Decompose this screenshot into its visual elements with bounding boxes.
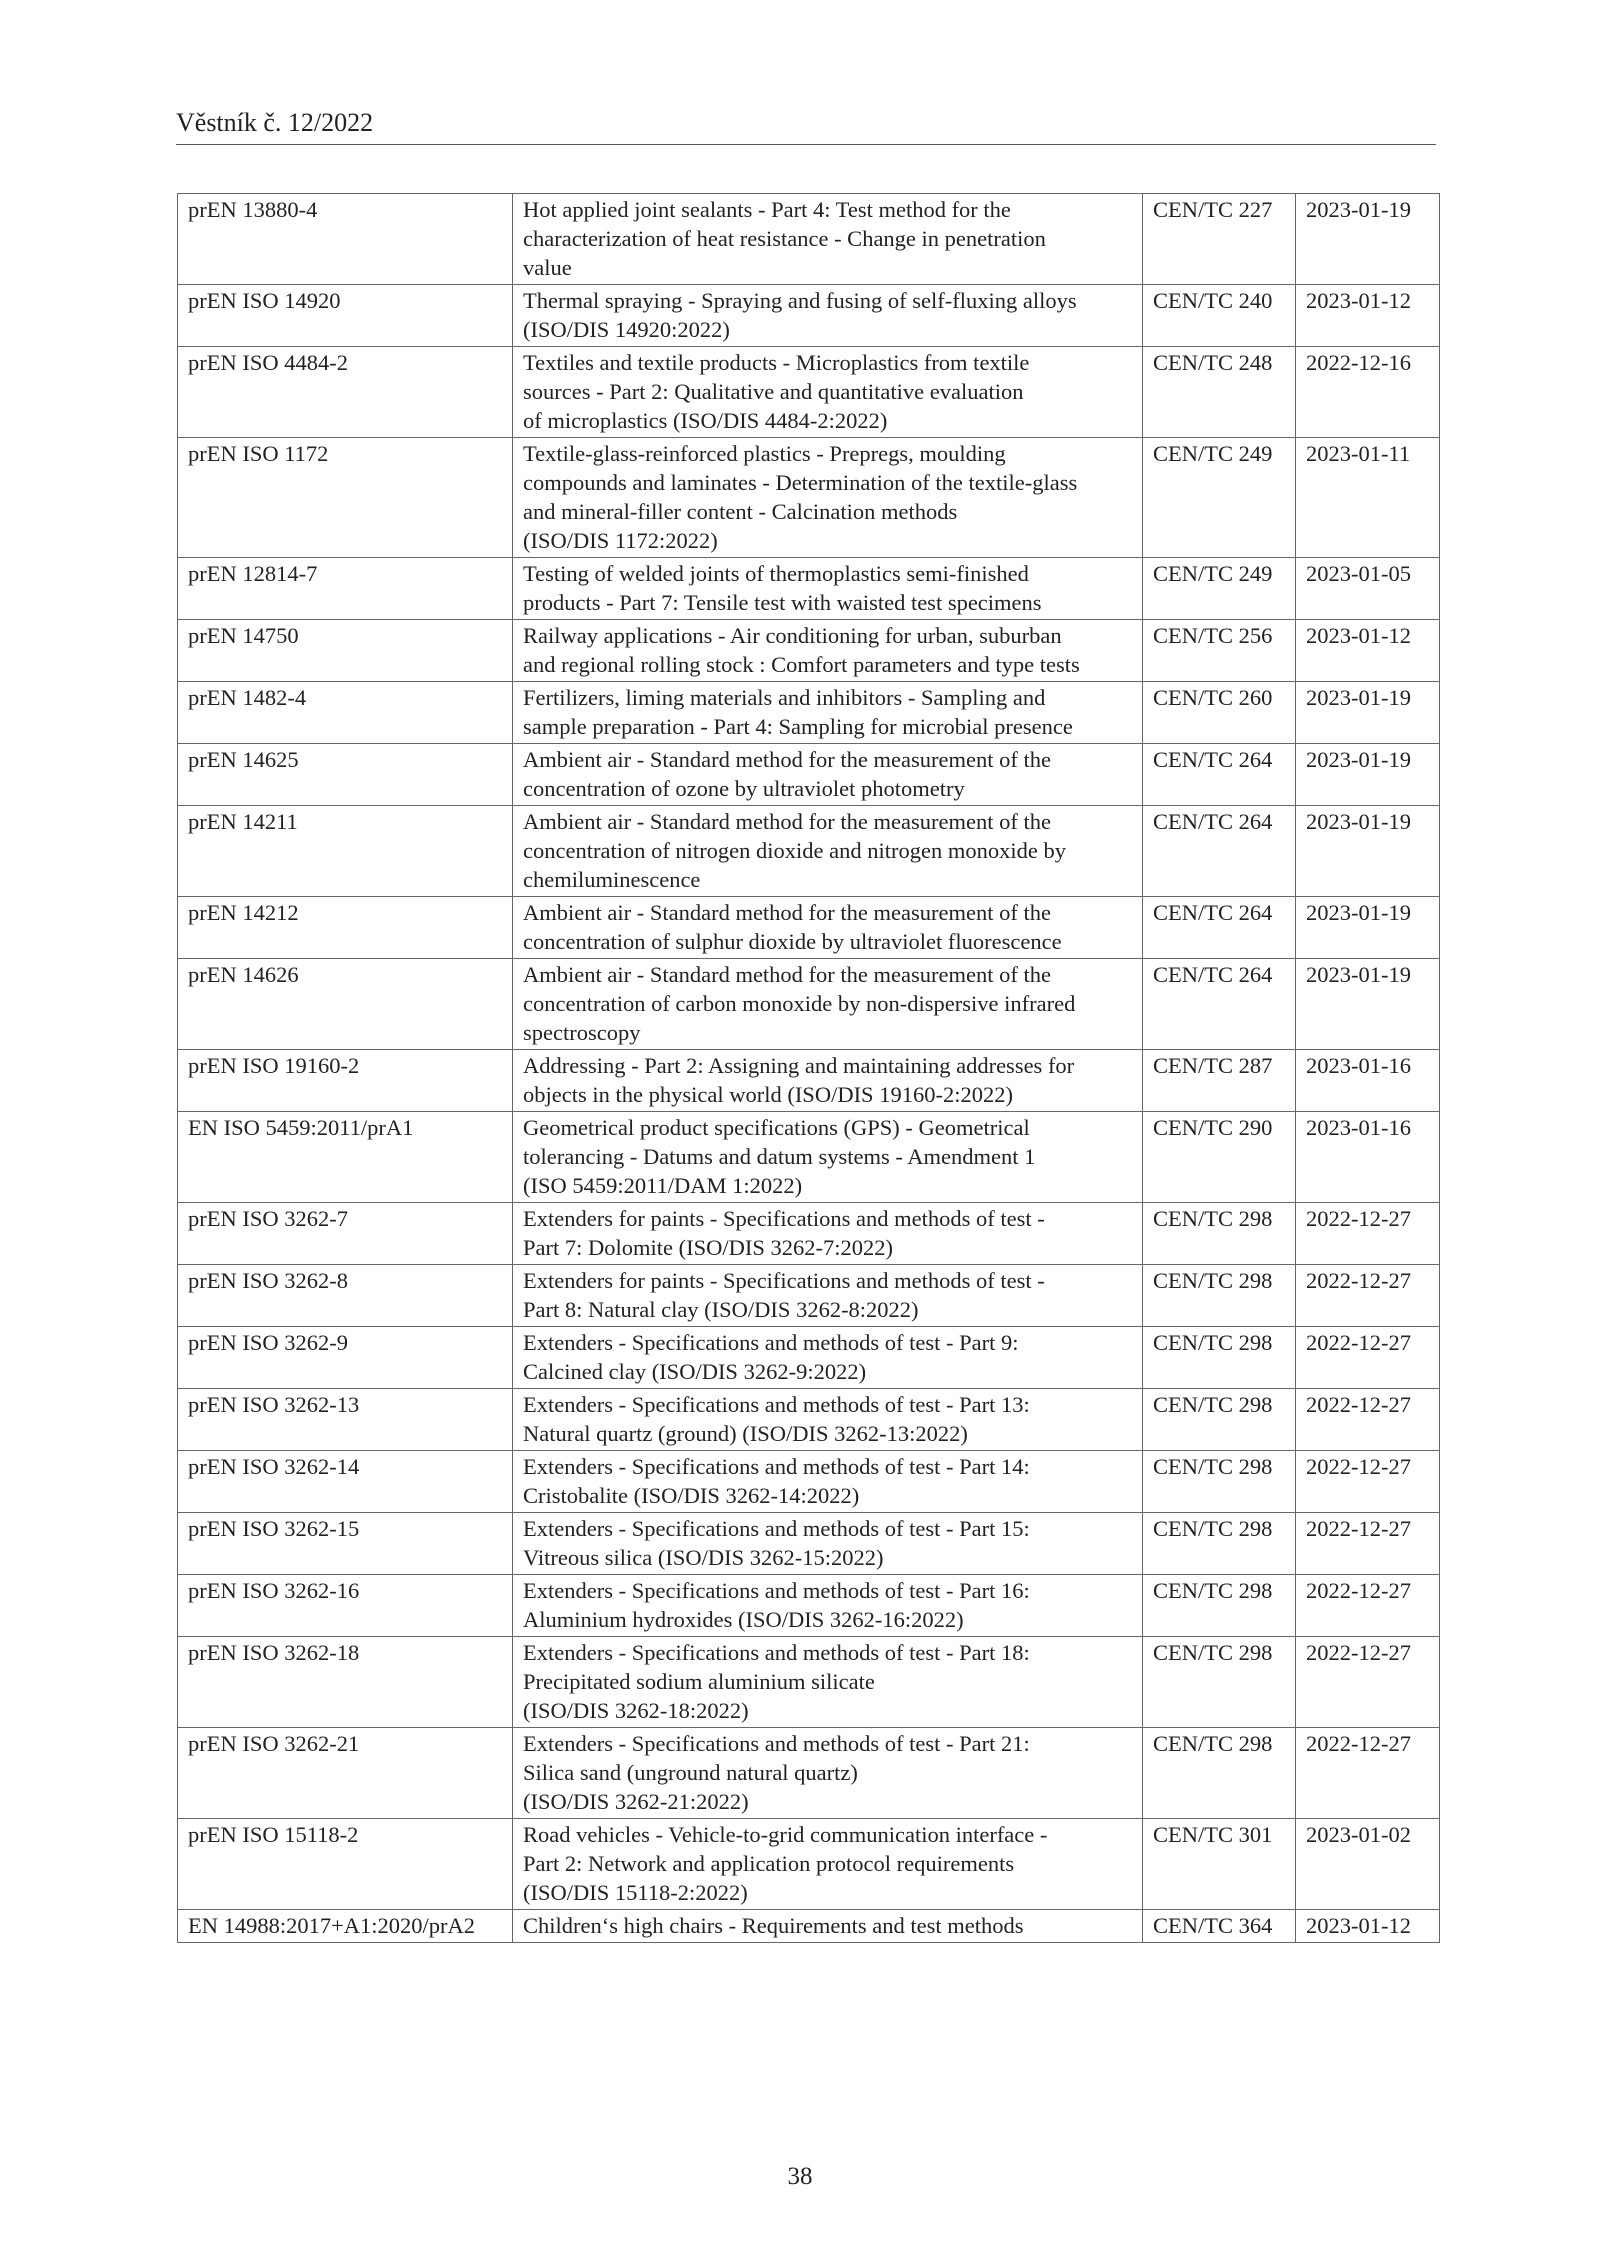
standards-table [177, 193, 1440, 1943]
standard-number: prEN ISO 1172 [178, 438, 513, 558]
technical-committee: CEN/TC 301 [1143, 1819, 1296, 1910]
technical-committee: CEN/TC 298 [1143, 1728, 1296, 1819]
title-line: Extenders - Specifications and methods of test - Part 16: [523, 1578, 1030, 1603]
title-line: Extenders - Specifications and methods of test - Part 13: [523, 1392, 1030, 1417]
table-row [178, 347, 1440, 438]
deadline-date: 2023-01-19 [1296, 959, 1440, 1050]
deadline-date: 2023-01-19 [1296, 806, 1440, 897]
technical-committee: CEN/TC 249 [1143, 438, 1296, 558]
deadline-date: 2022-12-27 [1296, 1327, 1440, 1389]
title-line: Extenders - Specifications and methods of test - Part 14: [523, 1454, 1030, 1479]
standard-number: prEN ISO 3262-14 [178, 1451, 513, 1513]
title-line: products - Part 7: Tensile test with waisted test specimens [523, 590, 1042, 615]
title-line: tolerancing - Datums and datum systems - Amendment 1 [523, 1144, 1036, 1169]
deadline-date: 2022-12-27 [1296, 1728, 1440, 1819]
table-row [178, 194, 1440, 285]
standard-number: prEN 14212 [178, 897, 513, 959]
title-line: Extenders - Specifications and methods of test - Part 15: [523, 1516, 1030, 1541]
deadline-date: 2023-01-16 [1296, 1050, 1440, 1112]
deadline-date: 2022-12-27 [1296, 1637, 1440, 1728]
standard-number: prEN ISO 3262-9 [178, 1327, 513, 1389]
title-line: concentration of sulphur dioxide by ultraviolet fluorescence [523, 929, 1062, 954]
title-line: Ambient air - Standard method for the measurement of the [523, 962, 1051, 987]
standard-title [513, 1112, 1143, 1203]
deadline-date: 2022-12-27 [1296, 1451, 1440, 1513]
table-row [178, 1327, 1440, 1389]
title-line: Silica sand (unground natural quartz) [523, 1760, 858, 1785]
standard-number: prEN ISO 3262-18 [178, 1637, 513, 1728]
standard-title [513, 1728, 1143, 1819]
table-row [178, 1265, 1440, 1327]
standard-title [513, 1637, 1143, 1728]
title-line: (ISO/DIS 3262-18:2022) [523, 1698, 749, 1723]
table-row [178, 682, 1440, 744]
standard-title [513, 959, 1143, 1050]
title-line: Hot applied joint sealants - Part 4: Test method for the [523, 197, 1011, 222]
technical-committee: CEN/TC 298 [1143, 1265, 1296, 1327]
technical-committee: CEN/TC 264 [1143, 806, 1296, 897]
title-line: Ambient air - Standard method for the measurement of the [523, 747, 1051, 772]
technical-committee: CEN/TC 248 [1143, 347, 1296, 438]
standard-number: prEN ISO 3262-7 [178, 1203, 513, 1265]
table-row [178, 744, 1440, 806]
table-row [178, 1513, 1440, 1575]
standard-number: prEN 13880-4 [178, 194, 513, 285]
technical-committee: CEN/TC 264 [1143, 897, 1296, 959]
standard-number: prEN ISO 19160-2 [178, 1050, 513, 1112]
deadline-date: 2023-01-19 [1296, 897, 1440, 959]
technical-committee: CEN/TC 287 [1143, 1050, 1296, 1112]
title-line: Railway applications - Air conditioning for urban, suburban [523, 623, 1062, 648]
deadline-date: 2022-12-27 [1296, 1575, 1440, 1637]
title-line: Road vehicles - Vehicle-to-grid communication interface - [523, 1822, 1048, 1847]
title-line: Extenders - Specifications and methods of test - Part 21: [523, 1731, 1030, 1756]
title-line: Extenders - Specifications and methods of test - Part 9: [523, 1330, 1019, 1355]
standard-number: prEN 14626 [178, 959, 513, 1050]
technical-committee: CEN/TC 364 [1143, 1910, 1296, 1943]
standard-title [513, 1265, 1143, 1327]
title-line: and regional rolling stock : Comfort parameters and type tests [523, 652, 1080, 677]
deadline-date: 2022-12-27 [1296, 1389, 1440, 1451]
standard-title [513, 285, 1143, 347]
title-line: sources - Part 2: Qualitative and quantitative evaluation [523, 379, 1024, 404]
technical-committee: CEN/TC 298 [1143, 1575, 1296, 1637]
technical-committee: CEN/TC 264 [1143, 744, 1296, 806]
table-row [178, 1451, 1440, 1513]
standard-number: prEN ISO 3262-16 [178, 1575, 513, 1637]
deadline-date: 2023-01-16 [1296, 1112, 1440, 1203]
title-line: objects in the physical world (ISO/DIS 19160-2:2022) [523, 1082, 1013, 1107]
standard-number: prEN ISO 3262-21 [178, 1728, 513, 1819]
deadline-date: 2023-01-19 [1296, 682, 1440, 744]
standard-number: prEN ISO 14920 [178, 285, 513, 347]
technical-committee: CEN/TC 298 [1143, 1389, 1296, 1451]
title-line: Cristobalite (ISO/DIS 3262-14:2022) [523, 1483, 860, 1508]
title-line: Textiles and textile products - Microplastics from textile [523, 350, 1030, 375]
deadline-date: 2022-12-27 [1296, 1265, 1440, 1327]
deadline-date: 2023-01-19 [1296, 744, 1440, 806]
title-line: concentration of nitrogen dioxide and nitrogen monoxide by [523, 838, 1066, 863]
deadline-date: 2022-12-27 [1296, 1513, 1440, 1575]
title-line: (ISO/DIS 1172:2022) [523, 528, 718, 553]
deadline-date: 2022-12-27 [1296, 1203, 1440, 1265]
title-line: Extenders for paints - Specifications and methods of test - [523, 1268, 1045, 1293]
standard-title [513, 194, 1143, 285]
deadline-date: 2023-01-11 [1296, 438, 1440, 558]
standard-number: prEN ISO 4484-2 [178, 347, 513, 438]
title-line: Extenders for paints - Specifications and methods of test - [523, 1206, 1045, 1231]
standard-number: prEN ISO 3262-13 [178, 1389, 513, 1451]
title-line: Testing of welded joints of thermoplastics semi-finished [523, 561, 1029, 586]
standard-number: prEN ISO 15118-2 [178, 1819, 513, 1910]
table-row [178, 1112, 1440, 1203]
table-row [178, 285, 1440, 347]
technical-committee: CEN/TC 298 [1143, 1327, 1296, 1389]
title-line: (ISO 5459:2011/DAM 1:2022) [523, 1173, 803, 1198]
standard-number: EN 14988:2017+A1:2020/prA2 [178, 1910, 513, 1943]
title-line: and mineral-filler content - Calcination methods [523, 499, 958, 524]
technical-committee: CEN/TC 298 [1143, 1513, 1296, 1575]
title-line: Vitreous silica (ISO/DIS 3262-15:2022) [523, 1545, 884, 1570]
table-row [178, 1637, 1440, 1728]
title-line: Children‘s high chairs - Requirements and test methods [523, 1913, 1024, 1938]
table-row [178, 897, 1440, 959]
deadline-date: 2023-01-05 [1296, 558, 1440, 620]
deadline-date: 2023-01-12 [1296, 620, 1440, 682]
standard-number: prEN 14211 [178, 806, 513, 897]
bulletin-title: Věstník č. 12/2022 [176, 108, 374, 137]
standard-title [513, 1513, 1143, 1575]
standard-number: prEN 14625 [178, 744, 513, 806]
technical-committee: CEN/TC 227 [1143, 194, 1296, 285]
title-line: (ISO/DIS 3262-21:2022) [523, 1789, 749, 1814]
title-line: Geometrical product specifications (GPS) - Geometrical [523, 1115, 1030, 1140]
technical-committee: CEN/TC 290 [1143, 1112, 1296, 1203]
standard-title [513, 1819, 1143, 1910]
title-line: sample preparation - Part 4: Sampling for microbial presence [523, 714, 1073, 739]
table-row [178, 959, 1440, 1050]
title-line: Extenders - Specifications and methods of test - Part 18: [523, 1640, 1030, 1665]
title-line: Ambient air - Standard method for the measurement of the [523, 809, 1051, 834]
table-row [178, 558, 1440, 620]
title-line: Addressing - Part 2: Assigning and maintaining addresses for [523, 1053, 1075, 1078]
technical-committee: CEN/TC 264 [1143, 959, 1296, 1050]
title-line: Fertilizers, liming materials and inhibitors - Sampling and [523, 685, 1046, 710]
standard-number: EN ISO 5459:2011/prA1 [178, 1112, 513, 1203]
page-number: 38 [787, 2163, 813, 2190]
title-line: Calcined clay (ISO/DIS 3262-9:2022) [523, 1359, 867, 1384]
deadline-date: 2023-01-19 [1296, 194, 1440, 285]
standard-number: prEN 14750 [178, 620, 513, 682]
title-line: Natural quartz (ground) (ISO/DIS 3262-13:2022) [523, 1421, 968, 1446]
deadline-date: 2023-01-02 [1296, 1819, 1440, 1910]
title-line: of microplastics (ISO/DIS 4484-2:2022) [523, 408, 888, 433]
standard-title [513, 744, 1143, 806]
title-line: (ISO/DIS 15118-2:2022) [523, 1880, 748, 1905]
standard-title [513, 1050, 1143, 1112]
standard-number: prEN ISO 3262-8 [178, 1265, 513, 1327]
standard-number: prEN ISO 3262-15 [178, 1513, 513, 1575]
standard-title [513, 1575, 1143, 1637]
standard-title [513, 1451, 1143, 1513]
standard-title [513, 1327, 1143, 1389]
technical-committee: CEN/TC 298 [1143, 1203, 1296, 1265]
standard-title [513, 806, 1143, 897]
standard-title [513, 1203, 1143, 1265]
standard-title [513, 347, 1143, 438]
standard-number: prEN 12814-7 [178, 558, 513, 620]
title-line: compounds and laminates - Determination of the textile-glass [523, 470, 1078, 495]
technical-committee: CEN/TC 298 [1143, 1451, 1296, 1513]
title-line: value [523, 255, 572, 280]
technical-committee: CEN/TC 260 [1143, 682, 1296, 744]
title-line: Part 2: Network and application protocol requirements [523, 1851, 1015, 1876]
technical-committee: CEN/TC 240 [1143, 285, 1296, 347]
table-row [178, 1819, 1440, 1910]
standard-title [513, 897, 1143, 959]
deadline-date: 2023-01-12 [1296, 285, 1440, 347]
page-header [176, 108, 1436, 145]
table-row [178, 1389, 1440, 1451]
standard-title [513, 620, 1143, 682]
table-row [178, 438, 1440, 558]
title-line: Textile-glass-reinforced plastics - Prepregs, moulding [523, 441, 1006, 466]
table-row [178, 1050, 1440, 1112]
title-line: concentration of carbon monoxide by non-dispersive infrared [523, 991, 1076, 1016]
title-line: spectroscopy [523, 1020, 641, 1045]
standard-title [513, 438, 1143, 558]
title-line: concentration of ozone by ultraviolet photometry [523, 776, 965, 801]
title-line: Thermal spraying - Spraying and fusing of self-fluxing alloys [523, 288, 1077, 313]
title-line: Part 8: Natural clay (ISO/DIS 3262-8:2022) [523, 1297, 919, 1322]
standard-title [513, 1389, 1143, 1451]
table-row [178, 806, 1440, 897]
title-line: Ambient air - Standard method for the measurement of the [523, 900, 1051, 925]
table-row [178, 1203, 1440, 1265]
table-row [178, 1575, 1440, 1637]
technical-committee: CEN/TC 298 [1143, 1637, 1296, 1728]
standard-title [513, 1910, 1143, 1943]
title-line: Part 7: Dolomite (ISO/DIS 3262-7:2022) [523, 1235, 893, 1260]
table-row [178, 1728, 1440, 1819]
title-line: Aluminium hydroxides (ISO/DIS 3262-16:2022) [523, 1607, 964, 1632]
title-line: chemiluminescence [523, 867, 701, 892]
standard-title [513, 682, 1143, 744]
table-row [178, 620, 1440, 682]
title-line: characterization of heat resistance - Change in penetration [523, 226, 1046, 251]
standard-title [513, 558, 1143, 620]
deadline-date: 2022-12-16 [1296, 347, 1440, 438]
deadline-date: 2023-01-12 [1296, 1910, 1440, 1943]
table-row [178, 1910, 1440, 1943]
standard-number: prEN 1482-4 [178, 682, 513, 744]
title-line: (ISO/DIS 14920:2022) [523, 317, 730, 342]
title-line: Precipitated sodium aluminium silicate [523, 1669, 875, 1694]
standards-table-body [178, 194, 1440, 1943]
technical-committee: CEN/TC 256 [1143, 620, 1296, 682]
technical-committee: CEN/TC 249 [1143, 558, 1296, 620]
